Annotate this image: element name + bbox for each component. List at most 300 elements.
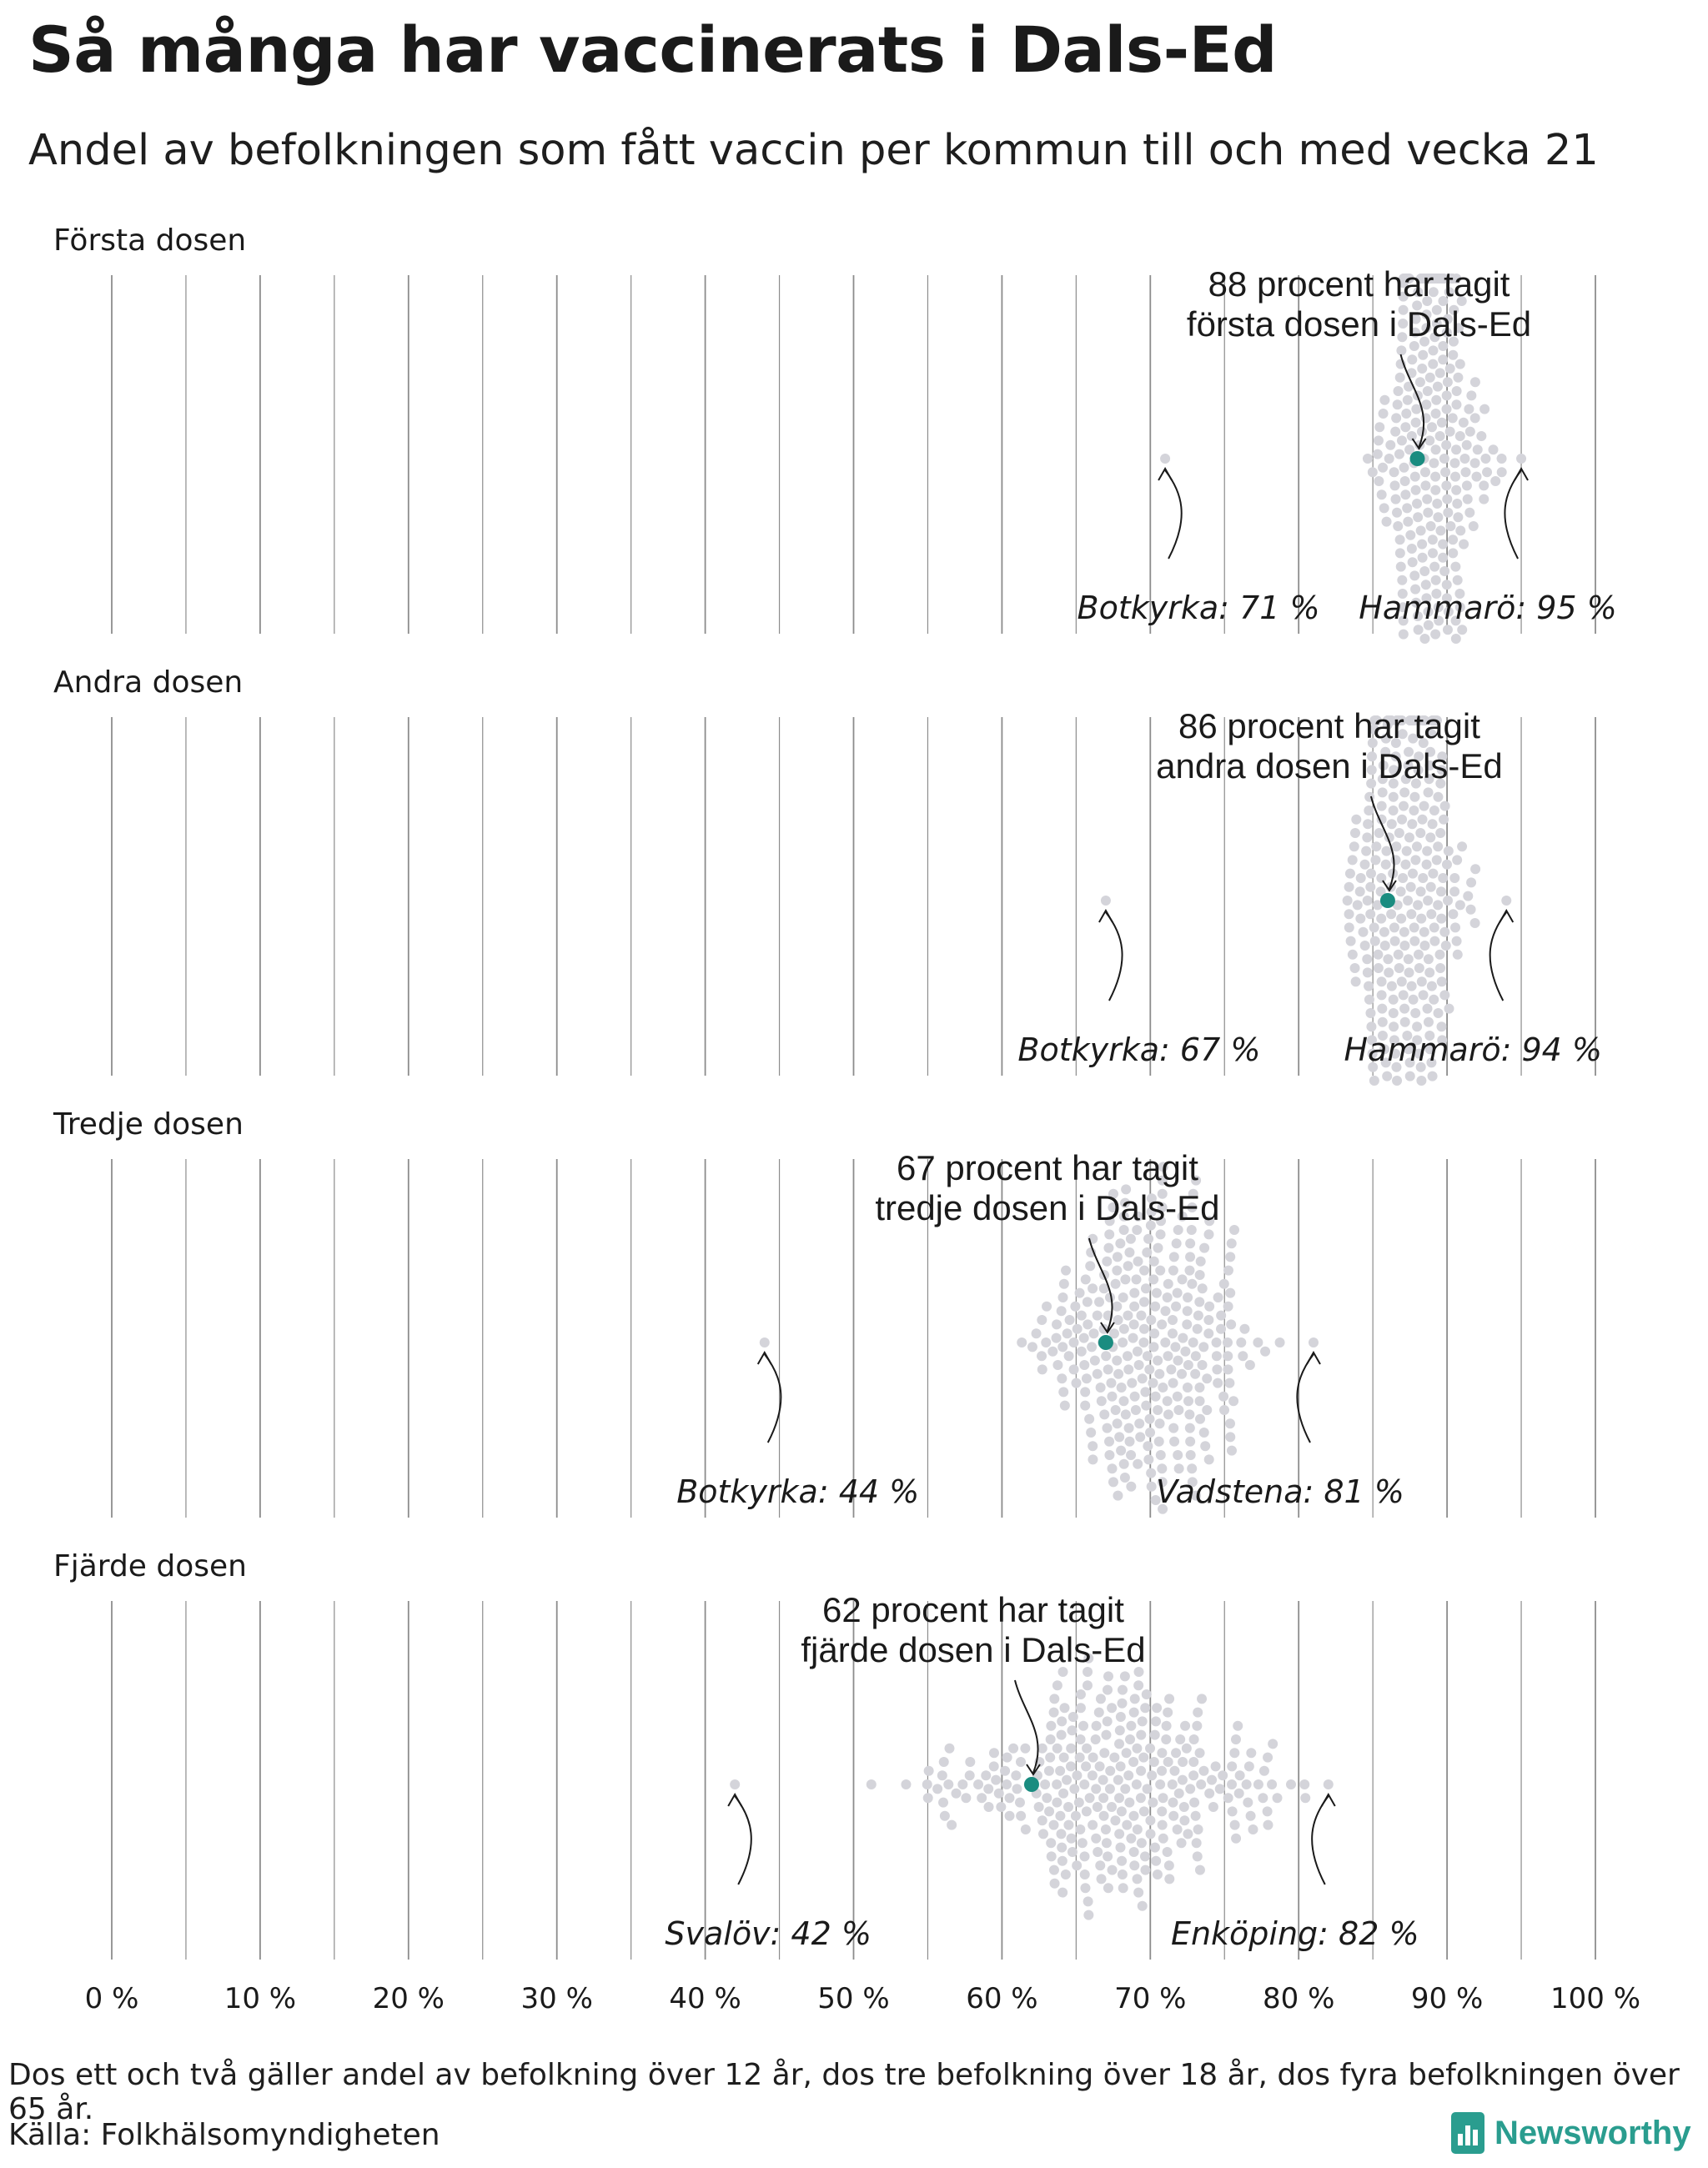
kommun-dot	[1479, 494, 1489, 504]
kommun-dot	[1075, 1288, 1085, 1298]
kommun-dot	[1409, 805, 1419, 816]
kommun-dot	[1052, 1798, 1062, 1808]
kommun-dot	[1104, 1437, 1114, 1447]
kommun-dot	[1133, 1824, 1143, 1834]
kommun-dot	[1223, 1351, 1233, 1361]
kommun-dot	[1409, 570, 1419, 580]
kommun-dot	[1072, 1860, 1082, 1870]
kommun-dot	[1433, 900, 1443, 910]
kommun-dot	[1348, 855, 1358, 865]
panel-label: Fjärde dosen	[53, 1549, 247, 1583]
kommun-dot	[1431, 444, 1441, 454]
kommun-dot	[1154, 1369, 1164, 1379]
kommun-dot	[1273, 1793, 1283, 1803]
kommun-dot	[1122, 1820, 1132, 1830]
min-arrow	[1106, 912, 1123, 1001]
kommun-dot	[1150, 1730, 1160, 1740]
kommun-dot	[1082, 1373, 1092, 1383]
kommun-dot	[1185, 1423, 1195, 1433]
kommun-dot	[1437, 418, 1447, 428]
kommun-dot	[1400, 422, 1410, 432]
kommun-dot	[1389, 1008, 1399, 1018]
kommun-dot	[1198, 1283, 1208, 1293]
newsworthy-logo	[1451, 2108, 1691, 2158]
kommun-dot	[1032, 1328, 1042, 1338]
kommun-dot	[1126, 1450, 1136, 1460]
kommun-dot	[1423, 508, 1433, 518]
x-tick-label: 90 %	[1410, 1982, 1484, 2015]
kommun-dot	[1381, 846, 1391, 856]
kommun-dot	[1128, 1757, 1138, 1767]
kommun-dot	[1479, 404, 1489, 414]
kommun-dot	[1151, 1856, 1161, 1866]
kommun-dot	[1377, 976, 1387, 986]
kommun-dot	[1424, 1017, 1434, 1027]
kommun-dot	[1163, 1409, 1173, 1419]
kommun-dot	[1185, 1238, 1195, 1248]
kommun-dot	[1470, 918, 1480, 928]
kommun-dot	[1183, 1360, 1193, 1370]
kommun-dot	[1364, 805, 1374, 816]
kommun-dot	[1387, 819, 1397, 829]
kommun-dot	[1063, 1820, 1073, 1830]
kommun-dot	[1501, 896, 1511, 906]
kommun-dot	[1399, 1004, 1409, 1014]
kommun-dot	[1037, 1744, 1047, 1754]
kommun-dot	[1137, 1838, 1147, 1848]
kommun-dot	[1103, 1716, 1113, 1726]
kommun-dot	[1202, 1405, 1212, 1415]
kommun-dot	[1408, 869, 1418, 879]
kommun-dot	[1439, 566, 1449, 576]
kommun-dot	[1462, 440, 1472, 450]
kommun-dot	[1103, 1671, 1113, 1681]
kommun-dot	[1117, 1383, 1127, 1393]
kommun-dot	[1410, 472, 1420, 482]
kommun-dot	[1407, 354, 1417, 364]
kommun-dot	[1068, 1712, 1078, 1722]
kommun-dot	[1083, 1896, 1093, 1906]
kommun-dot	[1049, 1865, 1059, 1875]
kommun-dot	[1052, 1360, 1062, 1370]
kommun-dot	[1038, 1829, 1048, 1839]
kommun-dot	[1146, 1829, 1156, 1839]
kommun-dot	[1193, 1824, 1203, 1834]
kommun-dot	[1275, 1337, 1285, 1347]
kommun-dot	[1351, 976, 1361, 986]
kommun-dot	[1129, 1847, 1139, 1857]
kommun-dot	[1120, 1274, 1130, 1284]
kommun-dot	[1191, 1351, 1201, 1361]
kommun-dot	[1244, 1761, 1254, 1771]
kommun-dot	[1416, 914, 1426, 924]
highlight-annotation: tredje dosen i Dals-Ed	[875, 1188, 1220, 1227]
kommun-dot	[1457, 625, 1467, 635]
kommun-dot	[1150, 1302, 1160, 1312]
kommun-dot	[1157, 1748, 1167, 1758]
kommun-dot	[1129, 1708, 1139, 1718]
kommun-dot	[1058, 1789, 1068, 1799]
kommun-dot	[1416, 886, 1426, 896]
kommun-dot	[1434, 1008, 1444, 1018]
kommun-dot	[1139, 1297, 1149, 1307]
kommun-dot	[1397, 815, 1407, 825]
kommun-dot	[1393, 521, 1403, 531]
kommun-dot	[1088, 1753, 1098, 1763]
kommun-dot	[1464, 404, 1474, 414]
kommun-dot	[1111, 1279, 1121, 1289]
kommun-dot	[991, 1775, 1001, 1785]
kommun-dot	[1138, 1337, 1148, 1347]
kommun-dot	[996, 1802, 1006, 1812]
kommun-dot	[1424, 435, 1434, 445]
kommun-dot	[1075, 1824, 1085, 1834]
kommun-dot	[1418, 873, 1428, 883]
kommun-dot	[1452, 386, 1462, 396]
kommun-dot	[1406, 909, 1416, 919]
kommun-dot	[1466, 390, 1476, 400]
kommun-dot	[1061, 1266, 1071, 1276]
max-arrow	[1505, 470, 1521, 559]
kommun-dot	[1114, 1829, 1124, 1839]
kommun-dot	[1450, 922, 1460, 932]
kommun-dot	[1418, 553, 1428, 563]
kommun-dot	[1093, 1369, 1103, 1379]
kommun-dot	[1396, 562, 1406, 572]
kommun-dot	[1208, 1802, 1218, 1812]
kommun-dot	[1196, 1779, 1206, 1789]
kommun-dot	[1263, 1806, 1273, 1816]
kommun-dot	[1380, 941, 1390, 951]
kommun-dot	[1426, 521, 1436, 531]
kommun-dot	[1183, 1383, 1193, 1393]
kommun-dot	[1107, 1392, 1117, 1402]
kommun-dot	[1362, 832, 1372, 842]
kommun-dot	[1429, 562, 1439, 572]
kommun-dot	[1199, 1243, 1209, 1253]
kommun-dot	[1158, 1793, 1168, 1803]
kommun-dot	[1351, 815, 1361, 825]
kommun-dot	[1149, 1328, 1159, 1338]
kommun-dot	[1410, 855, 1420, 865]
kommun-dot	[937, 1770, 947, 1780]
kommun-dot	[1442, 404, 1452, 414]
dals-ed-dot	[1410, 451, 1425, 466]
kommun-dot	[1062, 1775, 1072, 1785]
kommun-dot	[1133, 1888, 1143, 1898]
kommun-dot	[1415, 828, 1425, 838]
kommun-dot	[1196, 1257, 1206, 1267]
kommun-dot	[1052, 1779, 1062, 1789]
kommun-dot	[1070, 1302, 1080, 1312]
kommun-dot	[1157, 1806, 1167, 1816]
kommun-dot	[1090, 1356, 1100, 1366]
kommun-dot	[1391, 494, 1401, 504]
kommun-dot	[1363, 896, 1373, 906]
kommun-dot	[1422, 860, 1432, 870]
kommun-dot	[1395, 534, 1405, 545]
kommun-dot	[1049, 1694, 1059, 1704]
kommun-dot	[1371, 841, 1381, 851]
kommun-dot	[1000, 1766, 1010, 1776]
kommun-dot	[1429, 458, 1439, 468]
kommun-dot	[1423, 386, 1433, 396]
kommun-dot	[1234, 1789, 1244, 1799]
kommun-dot	[983, 1784, 993, 1794]
kommun-dot	[1113, 1315, 1123, 1325]
kommun-dot	[1107, 1802, 1117, 1812]
kommun-dot	[1490, 476, 1500, 486]
kommun-dot	[1409, 922, 1419, 932]
kommun-dot	[1113, 1418, 1123, 1428]
kommun-dot	[1377, 489, 1387, 499]
kommun-dot	[1085, 1793, 1095, 1803]
kommun-dot	[1076, 1689, 1086, 1699]
kommun-dot	[1069, 1337, 1079, 1347]
kommun-dot	[1008, 1744, 1018, 1754]
kommun-dot	[1470, 413, 1480, 423]
kommun-dot	[1115, 1725, 1125, 1735]
kommun-dot	[1385, 440, 1395, 450]
kommun-dot	[1198, 1766, 1208, 1776]
kommun-dot	[1124, 1798, 1134, 1808]
kommun-dot	[1118, 1292, 1128, 1302]
kommun-dot	[1382, 1071, 1392, 1081]
kommun-dot	[1374, 828, 1384, 838]
kommun-dot	[1204, 1302, 1214, 1312]
kommun-dot	[1374, 422, 1384, 432]
kommun-dot	[1140, 1387, 1150, 1397]
kommun-dot	[1203, 1328, 1213, 1338]
kommun-dot	[1462, 480, 1472, 490]
kommun-dot	[1049, 1708, 1059, 1718]
x-tick-label: 20 %	[372, 1982, 445, 2015]
kommun-dot	[1448, 909, 1458, 919]
kommun-dot	[1083, 1910, 1093, 1920]
kommun-dot	[1463, 891, 1473, 901]
kommun-dot	[1185, 1252, 1195, 1262]
kommun-dot	[1379, 395, 1389, 405]
kommun-dot	[1017, 1337, 1027, 1347]
kommun-dot	[1080, 1387, 1090, 1397]
kommun-dot	[1072, 1378, 1082, 1388]
kommun-dot	[1129, 1288, 1139, 1298]
kommun-dot	[1178, 1274, 1188, 1284]
kommun-dot	[1067, 1834, 1077, 1844]
kommun-dot	[1145, 1428, 1155, 1438]
kommun-dot	[1143, 1454, 1153, 1464]
kommun-dot	[1324, 1779, 1334, 1789]
kommun-dot	[1439, 454, 1449, 464]
kommun-dot	[1406, 882, 1416, 892]
kommun-dot	[1157, 1766, 1167, 1776]
kommun-dot	[1168, 1266, 1178, 1276]
kommun-dot	[1394, 950, 1404, 960]
kommun-dot	[1258, 1793, 1268, 1803]
kommun-dot	[1248, 1824, 1258, 1834]
kommun-dot	[1059, 1753, 1069, 1763]
kommun-dot	[1156, 1450, 1166, 1460]
kommun-dot	[1134, 1418, 1144, 1428]
kommun-dot	[1455, 525, 1465, 535]
kommun-dot	[1175, 1734, 1185, 1744]
kommun-dot	[1004, 1793, 1014, 1803]
chart-subtitle: Andel av befolkningen som fått vaccin per kommun till och med vecka 21	[28, 126, 1599, 175]
kommun-dot	[1400, 476, 1410, 486]
kommun-dot	[1075, 1753, 1085, 1763]
kommun-dot	[1439, 815, 1449, 825]
kommun-dot	[1119, 1324, 1129, 1334]
kommun-dot	[1186, 1450, 1196, 1460]
kommun-dot	[1223, 1793, 1233, 1803]
kommun-dot	[1111, 1405, 1121, 1415]
kommun-dot	[1129, 1811, 1139, 1821]
kommun-dot	[1080, 1851, 1090, 1861]
kommun-dot	[1400, 489, 1410, 499]
kommun-dot	[1062, 1328, 1073, 1338]
kommun-dot	[1046, 1721, 1056, 1731]
kommun-dot	[1418, 350, 1428, 360]
kommun-dot	[1139, 1266, 1149, 1276]
kommun-dot	[1441, 480, 1451, 490]
kommun-dot	[1441, 941, 1451, 951]
min-label: Botkyrka: 67 %	[1017, 1031, 1261, 1068]
kommun-dot	[1020, 1744, 1030, 1754]
kommun-dot	[1103, 1851, 1113, 1861]
kommun-dot	[1076, 1734, 1086, 1744]
kommun-dot	[1179, 1802, 1189, 1812]
kommun-dot	[867, 1779, 877, 1789]
kommun-dot	[1231, 1734, 1241, 1744]
kommun-dot	[1392, 508, 1402, 518]
kommun-dot	[1177, 1838, 1187, 1848]
kommun-dot	[1190, 1369, 1200, 1379]
kommun-dot	[1155, 1266, 1165, 1276]
kommun-dot	[1216, 1324, 1226, 1334]
kommun-dot	[961, 1793, 971, 1803]
kommun-dot	[1116, 1761, 1126, 1771]
kommun-dot	[1403, 517, 1413, 527]
kommun-dot	[1037, 1364, 1047, 1374]
kommun-dot	[1076, 1703, 1086, 1713]
kommun-dot	[1344, 882, 1354, 892]
kommun-dot	[1057, 1888, 1068, 1898]
kommun-dot	[1155, 1418, 1165, 1428]
kommun-dot	[1428, 1071, 1438, 1081]
kommun-dot	[1381, 860, 1391, 870]
x-tick-label: 30 %	[520, 1982, 593, 2015]
kommun-dot	[1149, 1257, 1159, 1267]
kommun-dot	[1130, 1694, 1140, 1704]
kommun-dot	[1414, 950, 1424, 960]
kommun-dot	[1368, 467, 1378, 477]
kommun-dot	[1428, 345, 1438, 355]
kommun-dot	[1389, 995, 1399, 1005]
kommun-dot	[1047, 1347, 1057, 1357]
kommun-dot	[1168, 1798, 1178, 1808]
kommun-dot	[1163, 1708, 1173, 1718]
kommun-dot	[1396, 886, 1406, 896]
kommun-dot	[1153, 1869, 1163, 1879]
kommun-dot	[1480, 454, 1490, 464]
kommun-dot	[1130, 1392, 1140, 1402]
kommun-dot	[1448, 548, 1458, 558]
kommun-dot	[1114, 1739, 1124, 1749]
kommun-dot	[1058, 1292, 1068, 1302]
kommun-dot	[1193, 1851, 1203, 1861]
kommun-dot	[1263, 1820, 1273, 1830]
kommun-dot	[1183, 1396, 1193, 1406]
kommun-dot	[1110, 1815, 1120, 1825]
kommun-dot	[1059, 1279, 1069, 1289]
kommun-dot	[1370, 936, 1380, 946]
kommun-dot	[1393, 399, 1403, 409]
kommun-dot	[1397, 976, 1407, 986]
kommun-dot	[1355, 914, 1365, 924]
kommun-dot	[1419, 634, 1429, 644]
kommun-dot	[1078, 1838, 1088, 1848]
kommun-dot	[1419, 927, 1429, 937]
kommun-dot	[1133, 1680, 1143, 1690]
kommun-dot	[1434, 950, 1444, 960]
kommun-dot	[1188, 1757, 1198, 1767]
kommun-dot	[1419, 941, 1429, 951]
kommun-dot	[1389, 792, 1399, 802]
kommun-dot	[1042, 1793, 1052, 1803]
kommun-dot	[1353, 900, 1363, 910]
kommun-dot	[1377, 801, 1387, 811]
kommun-dot	[1174, 1463, 1184, 1473]
kommun-dot	[1121, 1409, 1131, 1419]
kommun-dot	[1260, 1347, 1270, 1357]
kommun-dot	[1184, 1266, 1194, 1276]
max-label: Vadstena: 81 %	[1156, 1473, 1404, 1510]
panel-label: Tredje dosen	[53, 1107, 244, 1142]
kommun-dot	[1268, 1739, 1278, 1749]
kommun-dot	[1073, 1324, 1083, 1334]
kommun-dot	[977, 1793, 987, 1803]
kommun-dot	[1146, 1315, 1156, 1325]
kommun-dot	[1400, 1017, 1410, 1027]
kommun-dot	[1057, 1342, 1068, 1352]
kommun-dot	[1409, 995, 1419, 1005]
kommun-dot	[1061, 1869, 1071, 1879]
kommun-dot	[1479, 480, 1489, 490]
kommun-dot	[1088, 1283, 1098, 1293]
kommun-dot	[1223, 1364, 1233, 1374]
kommun-dot	[1101, 896, 1111, 906]
kommun-dot	[1438, 553, 1448, 563]
kommun-dot	[1455, 900, 1465, 910]
kommun-dot	[1390, 480, 1400, 490]
kommun-dot	[1154, 1437, 1164, 1447]
kommun-dot	[1189, 1798, 1199, 1808]
kommun-dot	[1230, 1820, 1240, 1830]
kommun-dot	[1128, 1333, 1138, 1343]
kommun-dot	[1443, 377, 1453, 387]
kommun-dot	[1138, 1753, 1148, 1763]
kommun-dot	[1094, 1708, 1104, 1718]
kommun-dot	[1239, 1324, 1249, 1334]
kommun-dot	[1069, 1364, 1079, 1374]
kommun-dot	[1097, 1396, 1107, 1406]
kommun-dot	[1142, 1247, 1152, 1257]
kommun-dot	[1101, 1351, 1111, 1361]
kommun-dot	[1092, 1721, 1102, 1731]
kommun-dot	[1455, 359, 1465, 369]
kommun-dot	[1149, 1757, 1159, 1767]
kommun-dot	[1427, 981, 1437, 991]
